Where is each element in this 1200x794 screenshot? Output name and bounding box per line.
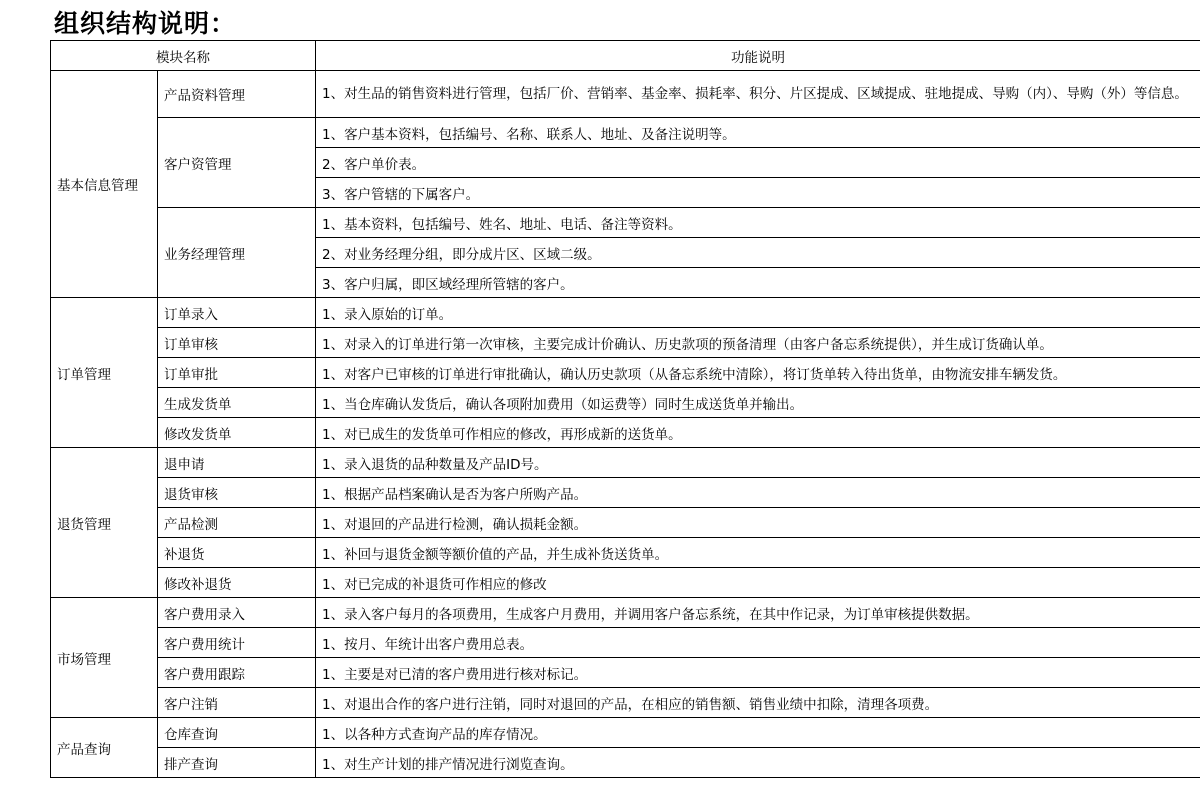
module-name-cell: 客户费用跟踪 xyxy=(158,658,316,688)
table-row xyxy=(51,478,1200,508)
table-row xyxy=(51,418,1200,448)
table-row xyxy=(51,388,1200,418)
function-desc-cell: 1、录入客户每月的各项费用，生成客户月费用，并调用客户备忘系统，在其中作记录，为订单审核提供数据。 xyxy=(316,598,1200,628)
function-desc-cell: 1、对退出合作的客户进行注销，同时对退回的产品，在相应的销售额、销售业绩中扣除，清理各项费。 xyxy=(316,688,1200,718)
group-name-cell: 产品查询 xyxy=(51,718,158,778)
group-name-cell: 市场管理 xyxy=(51,598,158,718)
table-header-row xyxy=(51,41,1200,71)
group-name-cell: 基本信息管理 xyxy=(51,71,158,298)
function-desc-cell: 1、对已成生的发货单可作相应的修改，再形成新的送货单。 xyxy=(316,418,1200,448)
page-title: 组织结构说明： xyxy=(54,9,237,38)
module-name-cell: 客户资管理 xyxy=(158,118,316,208)
module-name-cell: 退货审核 xyxy=(158,478,316,508)
table-row xyxy=(51,328,1200,358)
module-name-cell: 仓库查询 xyxy=(158,718,316,748)
header-function-desc: 功能说明 xyxy=(316,41,1200,71)
table-row xyxy=(51,208,1200,238)
function-desc-cell: 1、主要是对已清的客户费用进行核对标记。 xyxy=(316,658,1200,688)
table-row xyxy=(51,508,1200,538)
module-name-cell: 修改补退货 xyxy=(158,568,316,598)
module-name-cell: 生成发货单 xyxy=(158,388,316,418)
module-function-table xyxy=(50,40,1200,778)
table-row xyxy=(51,118,1200,148)
module-name-cell: 业务经理管理 xyxy=(158,208,316,298)
group-name-cell: 退货管理 xyxy=(51,448,158,598)
function-desc-cell: 1、以各种方式查询产品的库存情况。 xyxy=(316,718,1200,748)
function-desc-cell: 1、对录入的订单进行第一次审核，主要完成计价确认、历史款项的预备清理（由客户备忘系统提供），并生成订货确认单。 xyxy=(316,328,1200,358)
function-desc-cell: 1、录入原始的订单。 xyxy=(316,298,1200,328)
table-row xyxy=(51,628,1200,658)
table-row xyxy=(51,748,1200,778)
module-name-cell: 退申请 xyxy=(158,448,316,478)
table-row xyxy=(51,688,1200,718)
function-desc-cell: 1、基本资料，包括编号、姓名、地址、电话、备注等资料。 xyxy=(316,208,1200,238)
table-row xyxy=(51,568,1200,598)
table-row xyxy=(51,298,1200,328)
function-desc-cell: 1、对退回的产品进行检测，确认损耗金额。 xyxy=(316,508,1200,538)
module-name-cell: 修改发货单 xyxy=(158,418,316,448)
module-name-cell: 订单录入 xyxy=(158,298,316,328)
function-desc-cell: 1、客户基本资料，包括编号、名称、联系人、地址、及备注说明等。 xyxy=(316,118,1200,148)
function-desc-cell: 1、对生产计划的排产情况进行浏览查询。 xyxy=(316,748,1200,778)
function-desc-cell: 1、按月、年统计出客户费用总表。 xyxy=(316,628,1200,658)
function-desc-cell: 1、对生品的销售资料进行管理，包括厂价、营销率、基金率、损耗率、积分、片区提成、区域提成、驻地提成、导购（内）、导购（外）等信息。 xyxy=(316,71,1200,118)
table-row xyxy=(51,658,1200,688)
function-desc-cell: 1、对客户已审核的订单进行审批确认，确认历史款项（从备忘系统中清除），将订货单转入待出货单，由物流安排车辆发货。 xyxy=(316,358,1200,388)
table-row xyxy=(51,71,1200,118)
module-name-cell: 产品检测 xyxy=(158,508,316,538)
table-row xyxy=(51,538,1200,568)
group-name-cell: 订单管理 xyxy=(51,298,158,448)
module-name-cell: 补退货 xyxy=(158,538,316,568)
module-name-cell: 客户费用录入 xyxy=(158,598,316,628)
function-desc-cell: 3、客户归属，即区域经理所管辖的客户。 xyxy=(316,268,1200,298)
module-name-cell: 排产查询 xyxy=(158,748,316,778)
table-body xyxy=(51,71,1200,778)
table-row xyxy=(51,448,1200,478)
module-name-cell: 客户注销 xyxy=(158,688,316,718)
function-desc-cell: 2、客户单价表。 xyxy=(316,148,1200,178)
function-desc-cell: 3、客户管辖的下属客户。 xyxy=(316,178,1200,208)
function-desc-cell: 1、当仓库确认发货后，确认各项附加费用（如运费等）同时生成送货单并输出。 xyxy=(316,388,1200,418)
function-desc-cell: 1、补回与退货金额等额价值的产品，并生成补货送货单。 xyxy=(316,538,1200,568)
header-module-name: 模块名称 xyxy=(51,41,316,71)
table-row xyxy=(51,358,1200,388)
module-name-cell: 订单审核 xyxy=(158,328,316,358)
table-row xyxy=(51,598,1200,628)
module-name-cell: 订单审批 xyxy=(158,358,316,388)
module-name-cell: 客户费用统计 xyxy=(158,628,316,658)
function-desc-cell: 1、根据产品档案确认是否为客户所购产品。 xyxy=(316,478,1200,508)
function-desc-cell: 1、对已完成的补退货可作相应的修改 xyxy=(316,568,1200,598)
table-row xyxy=(51,718,1200,748)
function-desc-cell: 2、对业务经理分组，即分成片区、区域二级。 xyxy=(316,238,1200,268)
function-desc-cell: 1、录入退货的品种数量及产品ID号。 xyxy=(316,448,1200,478)
module-name-cell: 产品资料管理 xyxy=(158,71,316,118)
